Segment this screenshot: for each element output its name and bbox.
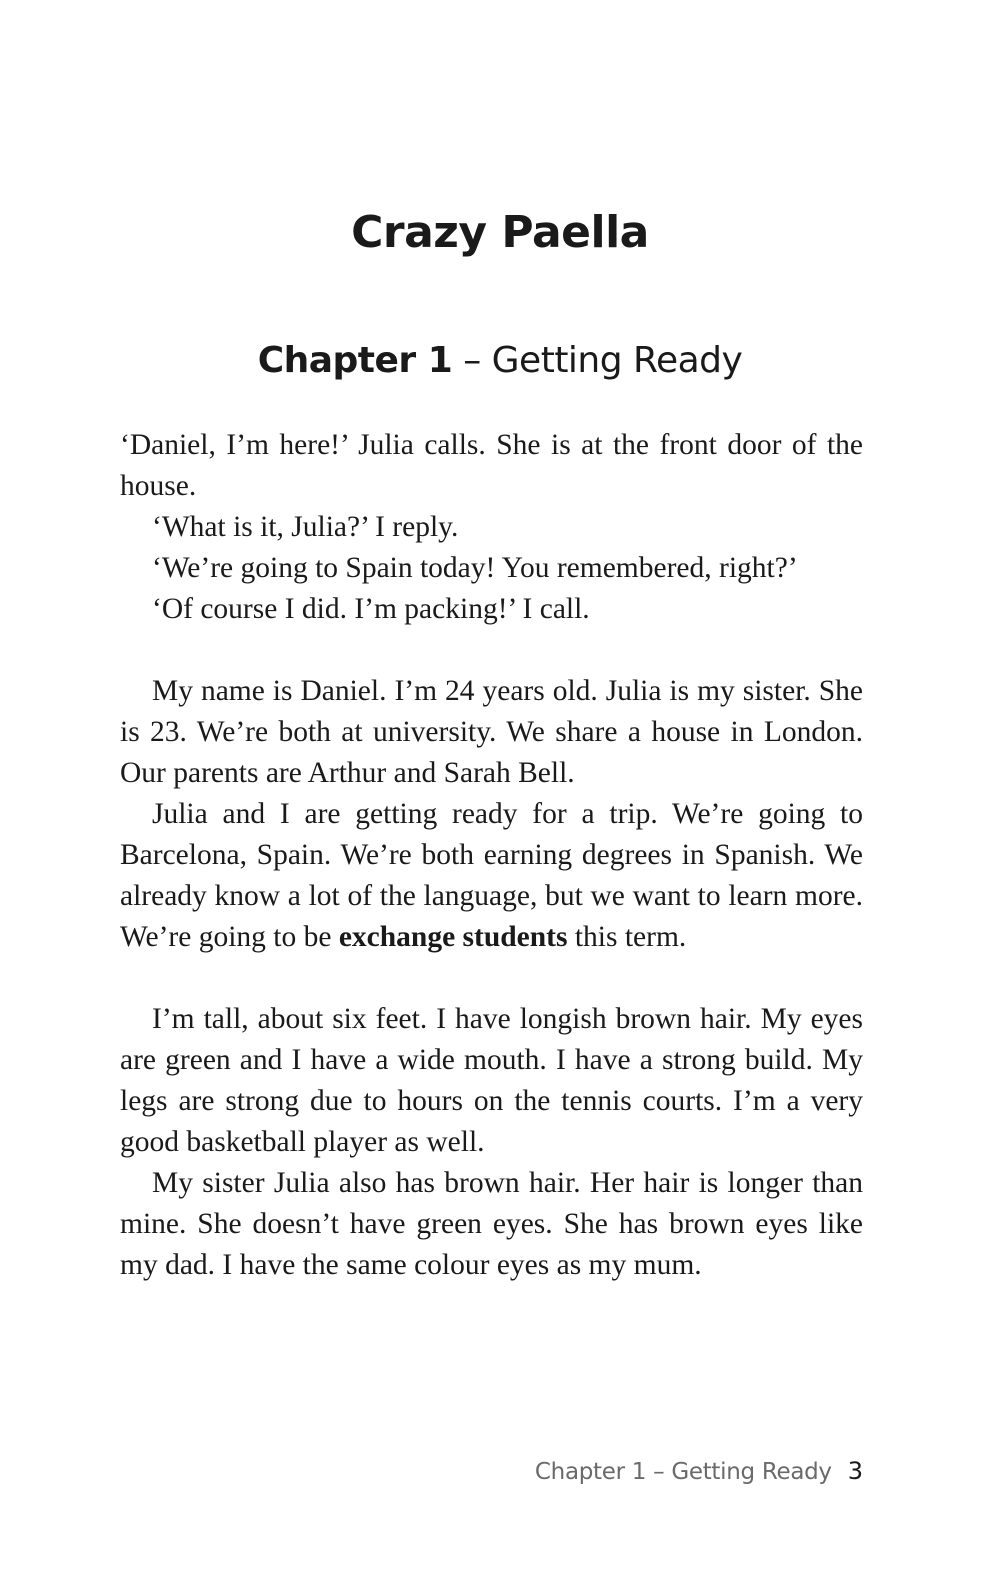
book-title: Crazy Paella <box>351 207 649 258</box>
paragraph <box>120 794 863 958</box>
chapter-body <box>120 425 863 1286</box>
paragraph: I’m tall, about six feet. I have longish brown hair. My eyes are green and I have a wide mouth. I have a strong build. My legs are strong due to hours on the tennis courts. I’m a very good basketball player as well. <box>120 1003 863 1158</box>
paragraph: ‘What is it, Julia?’ I reply. <box>152 511 459 543</box>
page-footer <box>535 1455 863 1488</box>
paragraph: ‘Of course I did. I’m packing!’ I call. <box>152 593 590 625</box>
paragraph: ‘Daniel, I’m here!’ Julia calls. She is at the front door of the house. <box>120 429 863 502</box>
chapter-number: Chapter 1 <box>257 340 453 381</box>
chapter-heading <box>0 336 1000 386</box>
chapter-separator: – <box>452 340 492 381</box>
glossary-term: exchange students <box>338 921 568 953</box>
paragraph: My sister Julia also has brown hair. Her hair is longer than mine. She doesn’t have green eyes. She has brown eyes like my dad. I have the same colour eyes as my mum. <box>120 1167 863 1281</box>
paragraph-text: Julia and I are getting ready for a trip. We’re going to Barcelona, Spain. We’re both earning degrees in Spanish. We already know a lot of the language, but we want to learn more. We’re going to be <box>120 798 863 953</box>
page-number: 3 <box>847 1457 863 1485</box>
running-head: Chapter 1 – Getting Ready <box>534 1459 832 1485</box>
paragraph: My name is Daniel. I’m 24 years old. Julia is my sister. She is 23. We’re both at university. We share a house in London. Our parents are Arthur and Sarah Bell. <box>120 675 863 789</box>
chapter-name: Getting Ready <box>491 340 743 381</box>
paragraph-text: this term. <box>567 921 687 953</box>
paragraph: ‘We’re going to Spain today! You remembered, right?’ <box>152 552 798 584</box>
